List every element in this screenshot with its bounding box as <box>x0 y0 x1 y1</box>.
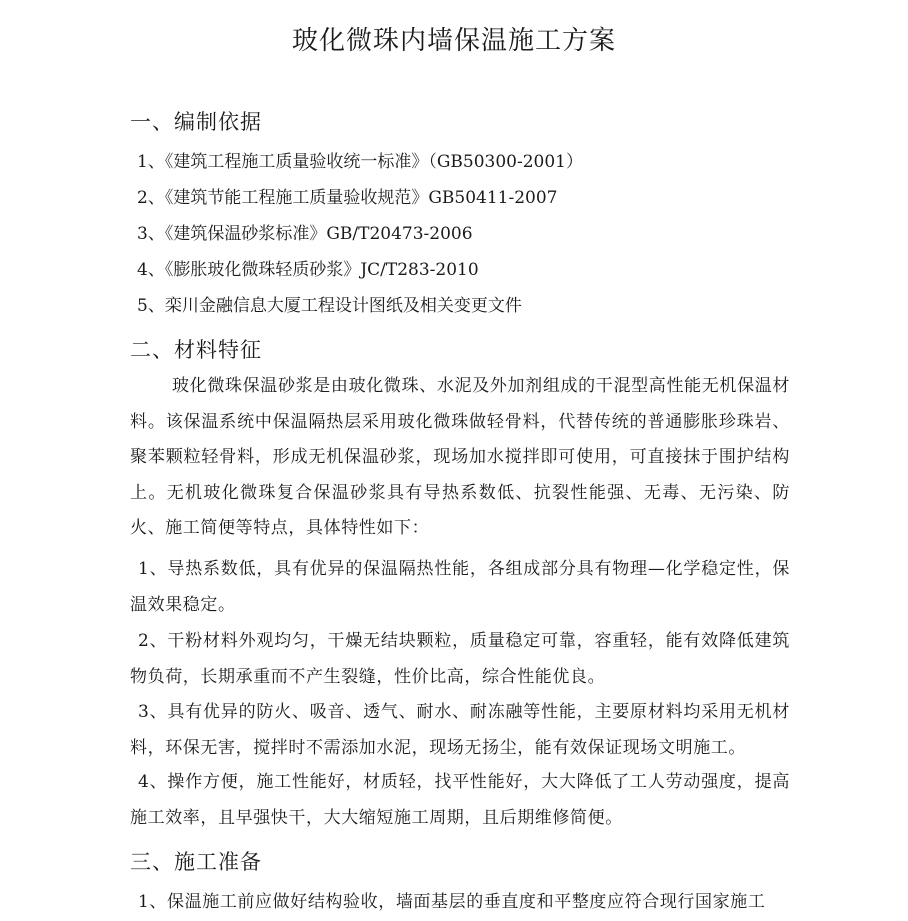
material-feature-item: 1、导热系数低，具有优异的保温隔热性能，各组成部分具有物理—化学稳定性，保温效果稳定。 <box>130 559 790 615</box>
material-feature-item: 2、干粉材料外观均匀，干燥无结块颗粒，质量稳定可靠，容重轻，能有效降低建筑物负荷，长期承重而不产生裂缝，性价比高，综合性能优良。 <box>130 631 790 687</box>
section-heading-basis: 一、编制依据 <box>130 110 262 134</box>
reference-list <box>137 150 583 330</box>
section-heading-material: 二、材料特征 <box>130 338 262 362</box>
reference-item: 2、《建筑节能工程施工质量验收规范》GB50411-2007 <box>137 188 558 208</box>
material-feature-item: 3、具有优异的防火、吸音、透气、耐水、耐冻融等性能，主要原材料均采用无机材料，环保无害，搅拌时不需添加水泥，现场无扬尘，能有效保证现场文明施工。 <box>130 702 790 758</box>
section-heading-preparation: 三、施工准备 <box>130 850 262 874</box>
preparation-item: 1、保温施工前应做好结构验收，墙面基层的垂直度和平整度应符合现行国家施工 <box>138 892 766 912</box>
reference-item: 1、《建筑工程施工质量验收统一标准》（GB50300-2001） <box>137 152 583 172</box>
reference-item: 5、栾川金融信息大厦工程设计图纸及相关变更文件 <box>137 296 522 316</box>
document-title: 玻化微珠内墙保温施工方案 <box>291 26 616 56</box>
material-intro-paragraph: 玻化微珠保温砂浆是由玻化微珠、水泥及外加剂组成的干混型高性能无机保温材料。该保温系统中保温隔热层采用玻化微珠做轻骨料，代替传统的普通膨胀珍珠岩、聚苯颗粒轻骨料，形成无机保温砂浆，现场加水搅拌即可使用，可直接抹于围护结构上。无机玻化微珠复合保温砂浆具有导热系数低、抗裂性能强、无毒、无污染、防火、施工简便等特点，具体特性如下： <box>130 376 790 538</box>
reference-item: 4、《膨胀玻化微珠轻质砂浆》JC/T283-2010 <box>137 260 479 280</box>
reference-item: 3、《建筑保温砂浆标准》GB/T20473-2006 <box>137 224 473 244</box>
material-feature-item: 4、操作方便，施工性能好，材质轻，找平性能好，大大降低了工人劳动强度，提高施工效率，且早强快干，大大缩短施工周期，且后期维修简便。 <box>130 772 790 828</box>
